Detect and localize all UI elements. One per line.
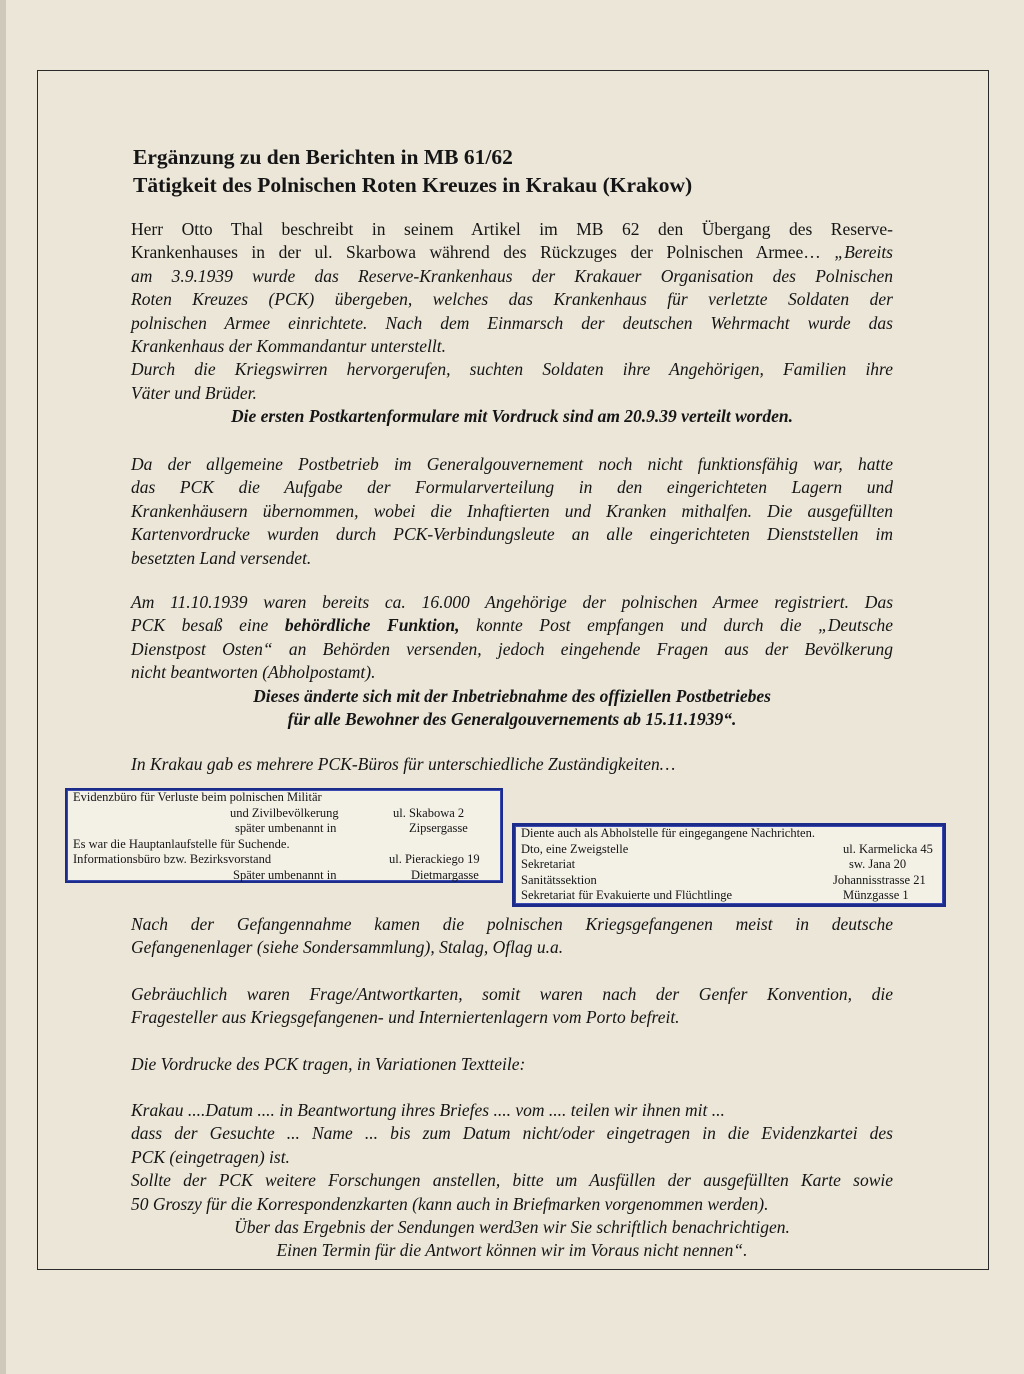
clipping-row [73,837,495,853]
page-edge [0,0,6,1374]
clipping-row [521,826,937,842]
text-line: Fragesteller aus Kriegsgefangenen- und Interniertenlagern vom Porto befreit. [131,1007,680,1028]
text-line: das PCK die Aufgabe der Formularverteilung in den eingerichteten Lagern und [131,477,893,498]
clipping-row [521,873,937,889]
text-span: „Bereits [834,242,893,263]
clipping-row [73,852,495,868]
clipping-text: und Zivilbevölkerung [230,805,339,820]
text-line: Kartenvordrucke wurden durch PCK-Verbindungsleute an alle eingerichteten Dienststellen im [131,524,893,545]
text-line: 50 Groszy für die Korrespondenzkarten (kann auch in Briefmarken vorgenommen werden). [131,1193,769,1214]
office-clipping-2 [512,823,946,907]
clipping-address: Zipsergasse [409,821,468,836]
text-line: Krakau ....Datum .... in Beantwortung ihres Briefes .... vom .... teilen wir ihnen mit ... [131,1100,725,1120]
paragraph-form-wording [131,1099,893,1263]
text-line: Gebräuchlich waren Frage/Antwortkarten, somit waren nach der Genfer Konvention, die [131,984,893,1004]
title-line-2: Tätigkeit des Polnischen Roten Kreuzes in Krakau (Krakow) [133,173,693,197]
text-line: Krankenhäusern übernommen, wobei die Inhaftierten und Kranken mithalfen. Die ausgefüllten [131,500,893,521]
clipping-text: Diente auch als Abholstelle für eingegangene Nachrichten. [521,826,815,840]
clipping-text: Sekretariat für Evakuierte und Flüchtlinge [521,888,733,903]
text-line: PCK (eingetragen) ist. [131,1146,290,1167]
text-line: In Krakau gab es mehrere PCK-Büros für unterschiedliche Zuständigkeiten… [131,754,676,774]
text-line: nicht beantworten (Abholpostamt). [131,662,376,683]
paragraph-reply-cards [131,983,893,1030]
clipping-row [73,806,495,822]
clipping-address: ul. Skabowa 2 [393,805,465,820]
clipping-address: ul. Pierackiego 19 [389,852,480,867]
paragraph-registration [131,591,893,731]
text-line: Roten Kreuzes (PCK) übergeben, welches das Krankenhaus für verletzte Soldaten der [131,289,893,310]
office-clipping-1 [65,788,503,883]
clipping-row [73,790,495,806]
paragraph-form-texts [131,1053,893,1076]
text-span: PCK besaß eine [131,615,285,636]
text-line: am 3.9.1939 wurde das Reserve-Krankenhaus der Krakauer Organisation des Polnischen [131,265,893,286]
text-line: dass der Gesuchte ... Name ... bis zum Datum nicht/oder eingetragen in die Evidenzkartei des [131,1123,893,1144]
clipping-row [521,888,937,904]
clipping-address: sw. Jana 20 [849,857,907,872]
paragraph-offices-intro [131,753,893,776]
text-line: besetzten Land versendet. [131,547,312,568]
text-line: polnischen Armee einrichtete. Nach dem Einmarsch der deutschen Wehrmacht wurde das [131,312,893,333]
highlight-line: Dieses änderte sich mit der Inbetriebnahme des offiziellen Postbetriebes [253,685,771,706]
text-line: Da der allgemeine Postbetrieb im Generalgouvernement noch nicht funktionsfähig war, hatte [131,454,893,474]
clipping-text: Evidenzbüro für Verluste beim polnischen Militär [73,790,322,804]
text-line: Nach der Gefangennahme kamen die polnischen Kriegsgefangenen meist in deutsche [131,914,893,934]
clipping-address: Johannisstrasse 21 [833,872,926,887]
text-span: Krankenhauses in der ul. Skarbowa während des Rückzuges der Polnischen Armee… [131,242,835,263]
title-line-1: Ergänzung zu den Berichten in MB 61/62 [133,145,513,169]
clipping-text: Später umbenannt in [233,867,337,882]
paragraph-postal-service [131,453,893,570]
clipping-address: Münzgasse 1 [843,888,909,903]
text-line [131,614,893,637]
text-line: Über das Ergebnis der Sendungen werd3en wir Sie schriftlich benachrichtigen. [234,1217,790,1238]
clipping-text: Sanitätssektion [521,872,597,887]
clipping-row [521,842,937,858]
document-title [133,143,692,199]
text-line: Dienstpost Osten“ an Behörden versenden, jedoch eingehende Fragen aus der Bevölkerung [131,638,893,659]
text-line [131,241,893,264]
text-line: Sollte der PCK weitere Forschungen anstellen, bitte um Ausfüllen der ausgefüllten Karte sowie [131,1170,893,1191]
clipping-address: Dietmargasse [411,867,479,882]
highlight-line: für alle Bewohner des Generalgouvernements ab 15.11.1939“. [287,709,737,730]
clipping-text: Sekretariat [521,857,576,872]
clipping-text: Dto, eine Zweigstelle [521,841,629,856]
clipping-row [521,857,937,873]
clipping-row [73,868,495,884]
clipping-address: ul. Karmelicka 45 [843,841,933,856]
text-line: Einen Termin für die Antwort können wir im Voraus nicht nennen“. [276,1240,748,1261]
clipping-row [73,821,495,837]
text-line: Am 11.10.1939 waren bereits ca. 16.000 Angehörige der polnischen Armee registriert. Das [131,592,893,612]
paragraph-intro [131,218,893,429]
text-line: Väter und Brüder. [131,382,257,403]
text-line: Die Vordrucke des PCK tragen, in Variationen Textteile: [131,1054,526,1074]
text-span: behördliche Funktion, [284,615,460,636]
clipping-text: später umbenannt in [235,821,337,836]
text-line: Durch die Kriegswirren hervorgerufen, suchten Soldaten ihre Angehörigen, Familien ihre [131,359,893,380]
text-line: Gefangenenlager (siehe Sondersammlung), Stalag, Oflag u.a. [131,937,564,958]
text-line: Herr Otto Thal beschreibt in seinem Artikel im MB 62 den Übergang des Reserve- [131,219,893,239]
paragraph-captivity [131,913,893,960]
highlight-line: Die ersten Postkartenformulare mit Vordruck sind am 20.9.39 verteilt worden. [231,406,793,427]
clipping-text: Es war die Hauptanlaufstelle für Suchende. [73,836,290,851]
clipping-text: Informationsbüro bzw. Bezirksvorstand [73,852,272,867]
text-span: konnte Post empfangen und durch die „Deutsche [459,615,893,636]
text-line: Krankenhaus der Kommandantur unterstellt. [131,336,446,357]
